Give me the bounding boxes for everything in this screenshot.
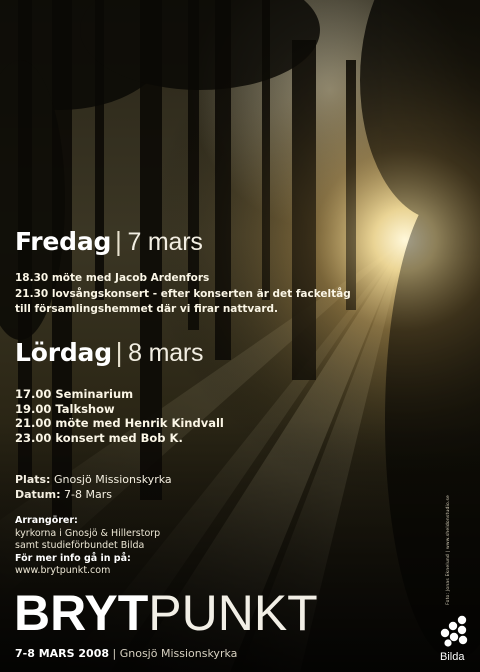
website-url[interactable]: www.brytpunkt.com bbox=[15, 565, 111, 576]
saturday-separator: | bbox=[114, 338, 124, 367]
saturday-event-4: 23.00 konsert med Bob K. bbox=[15, 431, 183, 445]
saturday-date: 8 mars bbox=[128, 339, 204, 367]
event-info bbox=[15, 472, 172, 502]
title-part-1: BRYT bbox=[14, 585, 149, 641]
friday-heading bbox=[15, 227, 203, 257]
saturday-day-name: Lördag bbox=[15, 338, 112, 367]
friday-event-3: till församlingshemmet där vi firar nattvard. bbox=[15, 303, 279, 315]
friday-day-name: Fredag bbox=[15, 227, 112, 256]
friday-date: 7 mars bbox=[127, 228, 203, 256]
plats-label: Plats: bbox=[15, 473, 51, 486]
footer-line bbox=[15, 647, 237, 660]
bilda-logo-text: Bilda bbox=[440, 651, 465, 663]
datum-row bbox=[15, 487, 172, 502]
organizers-line-2: samt studieförbundet Bilda bbox=[15, 540, 145, 551]
datum-value: 7-8 Mars bbox=[64, 488, 112, 501]
organizers-label: Arrangörer: bbox=[15, 515, 78, 526]
saturday-heading bbox=[15, 338, 203, 368]
friday-event-2: 21.30 lovsångskonsert - efter konserten är det fackeltåg bbox=[15, 288, 351, 300]
friday-event-1: 18.30 möte med Jacob Ardenfors bbox=[15, 272, 210, 284]
friday-separator: | bbox=[114, 227, 123, 256]
photo-credit: Foto: Jonas Eknelund | www.sheldonstudio.se bbox=[446, 495, 451, 605]
datum-label: Datum: bbox=[15, 488, 61, 501]
plats-value: Gnosjö Missionskyrka bbox=[53, 473, 172, 486]
organizers-line-1: kyrkorna i Gnosjö & Hillerstorp bbox=[15, 527, 161, 539]
title-part-2: PUNKT bbox=[148, 585, 318, 641]
more-info-label: För mer info gå in på: bbox=[15, 552, 131, 564]
poster-title bbox=[14, 585, 318, 641]
plats-row bbox=[15, 472, 172, 487]
saturday-event-1: 17.00 Seminarium bbox=[15, 387, 134, 401]
saturday-event-2: 19.00 Talkshow bbox=[15, 402, 115, 416]
footer-venue: Gnosjö Missionskyrka bbox=[119, 647, 238, 660]
footer-separator: | bbox=[112, 647, 117, 660]
footer-date: 7-8 MARS 2008 bbox=[15, 647, 109, 660]
saturday-event-3: 21.00 möte med Henrik Kindvall bbox=[15, 416, 224, 430]
organizers-block bbox=[15, 515, 160, 578]
